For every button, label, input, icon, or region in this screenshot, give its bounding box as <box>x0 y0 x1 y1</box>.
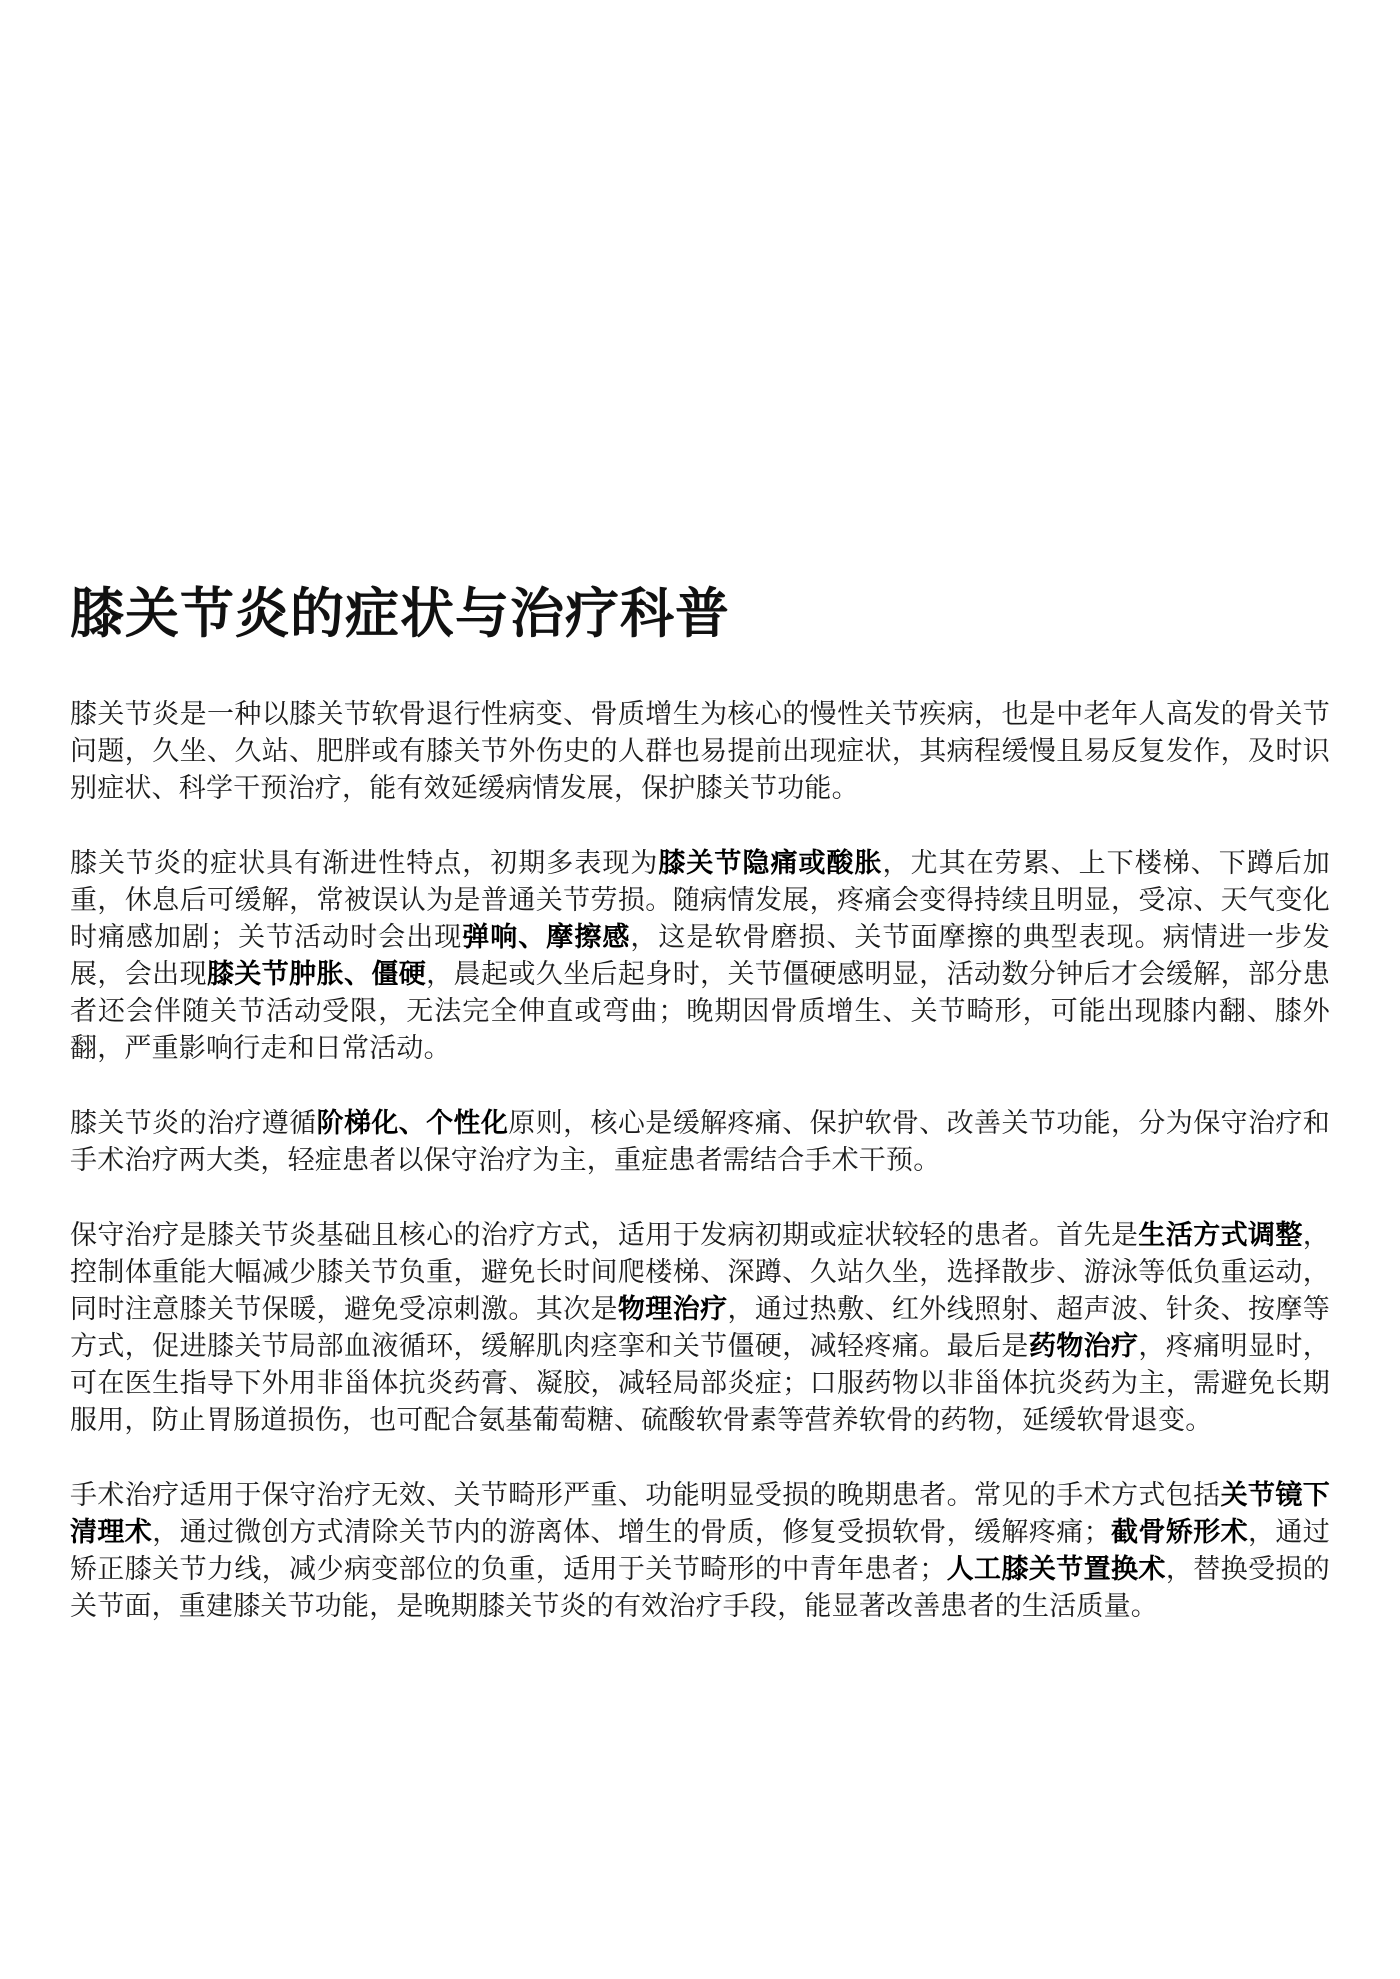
text-run: ，通过矫正膝关节力线，减少病变部位的负重，适用于关节畸形的中青年患者； <box>70 1517 1330 1585</box>
text-run: ，疼痛明显时，可在医生指导下外用非甾体抗炎药膏、凝胶，减轻局部炎症；口服药物以非甾体抗炎药为主，需避免长期服用，防止胃肠道损伤，也可配合氨基葡萄糖、硫酸软骨素等营养软骨的药物，延缓软骨退变。 <box>70 1331 1330 1436</box>
text-run: 手术治疗适用于保守治疗无效、关节畸形严重、功能明显受损的晚期患者。常见的手术方式包括 <box>70 1480 1221 1511</box>
article <box>70 578 1330 1663</box>
text-run: ，通过微创方式清除关节内的游离体、增生的骨质，修复受损软骨，缓解疼痛； <box>152 1517 1111 1548</box>
text-run: ，通过热敷、红外线照射、超声波、针灸、按摩等方式，促进膝关节局部血液循环，缓解肌肉痉挛和关节僵硬，减轻疼痛。最后是 <box>70 1294 1330 1362</box>
emphasis-text: 膝关节隐痛或酸胀 <box>658 848 883 879</box>
emphasis-text: 生活方式调整 <box>1138 1220 1303 1251</box>
paragraph-symptoms <box>70 845 1330 1067</box>
text-run: 原则，核心是缓解疼痛、保护软骨、改善关节功能，分为保守治疗和手术治疗两大类，轻症患者以保守治疗为主，重症患者需结合手术干预。 <box>70 1108 1330 1176</box>
text-run: 膝关节炎的症状具有渐进性特点，初期多表现为 <box>70 848 659 879</box>
emphasis-text: 膝关节肿胀、僵硬 <box>206 959 427 990</box>
emphasis-text: 弹响、摩擦感 <box>462 922 631 953</box>
text-run: 膝关节炎是一种以膝关节软骨退行性病变、骨质增生为核心的慢性关节疾病，也是中老年人高发的骨关节问题，久坐、久站、肥胖或有膝关节外伤史的人群也易提前出现症状，其病程缓慢且易反复发作，及时识别症状、科学干预治疗，能有效延缓病情发展，保护膝关节功能。 <box>70 699 1330 804</box>
emphasis-text: 阶梯化、个性化 <box>316 1108 509 1139</box>
paragraph-surgical-treatment <box>70 1477 1330 1625</box>
text-run: ，这是软骨磨损、关节面摩擦的典型表现。病情进一步发展，会出现 <box>70 922 1330 990</box>
page-title: 膝关节炎的症状与治疗科普 <box>70 582 730 645</box>
text-run: ，控制体重能大幅减少膝关节负重，避免长时间爬楼梯、深蹲、久站久坐，选择散步、游泳等低负重运动，同时注意膝关节保暖，避免受凉刺激。其次是 <box>70 1220 1330 1325</box>
emphasis-text: 人工膝关节置换术 <box>946 1554 1166 1585</box>
paragraph-intro <box>70 696 1330 807</box>
text-run: 膝关节炎的治疗遵循 <box>70 1108 317 1139</box>
emphasis-text: 截骨矫形术 <box>1110 1517 1248 1548</box>
paragraph-conservative-treatment <box>70 1217 1330 1439</box>
emphasis-text: 关节镜下清理术 <box>70 1480 1330 1548</box>
emphasis-text: 药物治疗 <box>1028 1331 1139 1362</box>
text-run: ，晨起或久坐后起身时，关节僵硬感明显，活动数分钟后才会缓解，部分患者还会伴随关节活动受限，无法完全伸直或弯曲；晚期因骨质增生、关节畸形，可能出现膝内翻、膝外翻，严重影响行走和日常活动。 <box>70 959 1330 1064</box>
text-run: ，替换受损的关节面，重建膝关节功能，是晚期膝关节炎的有效治疗手段，能显著改善患者的生活质量。 <box>70 1554 1330 1622</box>
paragraph-treatment-principle <box>70 1105 1330 1179</box>
text-run: 保守治疗是膝关节炎基础且核心的治疗方式，适用于发病初期或症状较轻的患者。首先是 <box>70 1220 1139 1251</box>
emphasis-text: 物理治疗 <box>617 1294 728 1325</box>
text-run: ，尤其在劳累、上下楼梯、下蹲后加重，休息后可缓解，常被误认为是普通关节劳损。随病情发展，疼痛会变得持续且明显，受凉、天气变化时痛感加剧；关节活动时会出现 <box>70 848 1330 953</box>
